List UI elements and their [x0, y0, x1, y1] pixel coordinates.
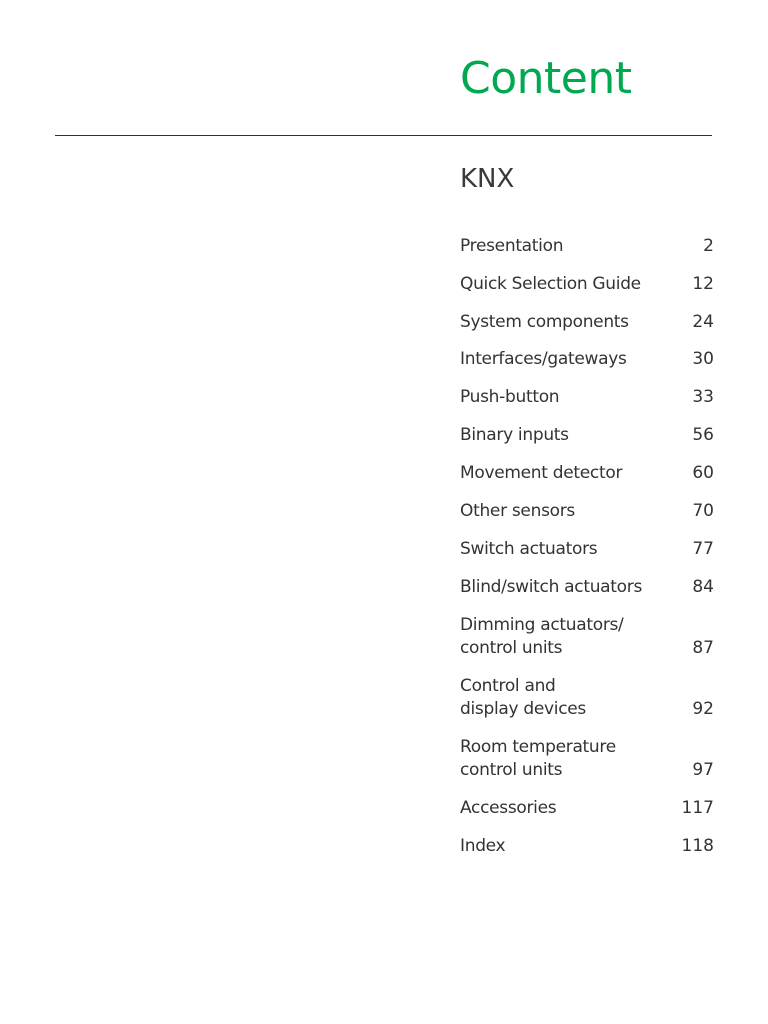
toc-entry-page: 2 — [703, 236, 714, 256]
toc-entry-label: Control and display devices — [460, 676, 586, 719]
toc-entry-interfaces-gateways[interactable] — [460, 348, 714, 371]
toc-entry-page: 60 — [692, 463, 714, 483]
toc-entry-push-button[interactable] — [460, 386, 714, 409]
toc-entry-page: 24 — [692, 312, 714, 332]
toc-entry-page: 117 — [681, 798, 714, 818]
toc-entry-page: 70 — [692, 501, 714, 521]
toc-entry-page: 92 — [692, 699, 714, 719]
toc-entry-dimming-actuators[interactable] — [460, 614, 714, 660]
toc-entry-room-temperature-control[interactable] — [460, 736, 714, 782]
toc-entry-binary-inputs[interactable] — [460, 424, 714, 447]
toc-entry-label: Index — [460, 836, 506, 856]
toc-entry-other-sensors[interactable] — [460, 500, 714, 523]
toc-entry-label: Dimming actuators/ control units — [460, 615, 624, 658]
toc-entry-label: Other sensors — [460, 501, 575, 521]
toc-entry-blind-switch-actuators[interactable] — [460, 576, 714, 599]
toc-entry-page: 56 — [692, 425, 714, 445]
page-title: Content — [460, 53, 632, 104]
toc-entry-page: 33 — [692, 387, 714, 407]
toc-entry-label: Movement detector — [460, 463, 623, 483]
section-heading: KNX — [460, 164, 515, 194]
toc-entry-label: Binary inputs — [460, 425, 569, 445]
toc-entry-movement-detector[interactable] — [460, 462, 714, 485]
toc-entry-label: Push-button — [460, 387, 560, 407]
toc-entry-page: 77 — [692, 539, 714, 559]
toc-entry-label: Presentation — [460, 236, 564, 256]
toc-entry-presentation[interactable] — [460, 235, 714, 258]
toc-entry-control-display-devices[interactable] — [460, 675, 714, 721]
toc-entry-page: 84 — [692, 577, 714, 597]
toc-entry-label: Blind/switch actuators — [460, 577, 643, 597]
toc-entry-label: Interfaces/gateways — [460, 349, 627, 369]
toc-entry-system-components[interactable] — [460, 311, 714, 334]
toc-entry-label: Accessories — [460, 798, 557, 818]
toc-entry-accessories[interactable] — [460, 797, 714, 820]
toc-entry-page: 30 — [692, 349, 714, 369]
toc-entry-page: 87 — [692, 638, 714, 658]
toc-entry-label: Room temperature control units — [460, 737, 616, 780]
title-divider — [55, 135, 712, 136]
toc-entry-label: Switch actuators — [460, 539, 598, 559]
toc-entry-index[interactable] — [460, 835, 714, 858]
toc-entry-quick-selection-guide[interactable] — [460, 273, 714, 296]
toc-entry-label: Quick Selection Guide — [460, 274, 641, 294]
toc-entry-page: 97 — [692, 760, 714, 780]
toc-entry-page: 118 — [681, 836, 714, 856]
toc-entry-page: 12 — [692, 274, 714, 294]
toc-entry-label: System components — [460, 312, 629, 332]
toc-entry-switch-actuators[interactable] — [460, 538, 714, 561]
